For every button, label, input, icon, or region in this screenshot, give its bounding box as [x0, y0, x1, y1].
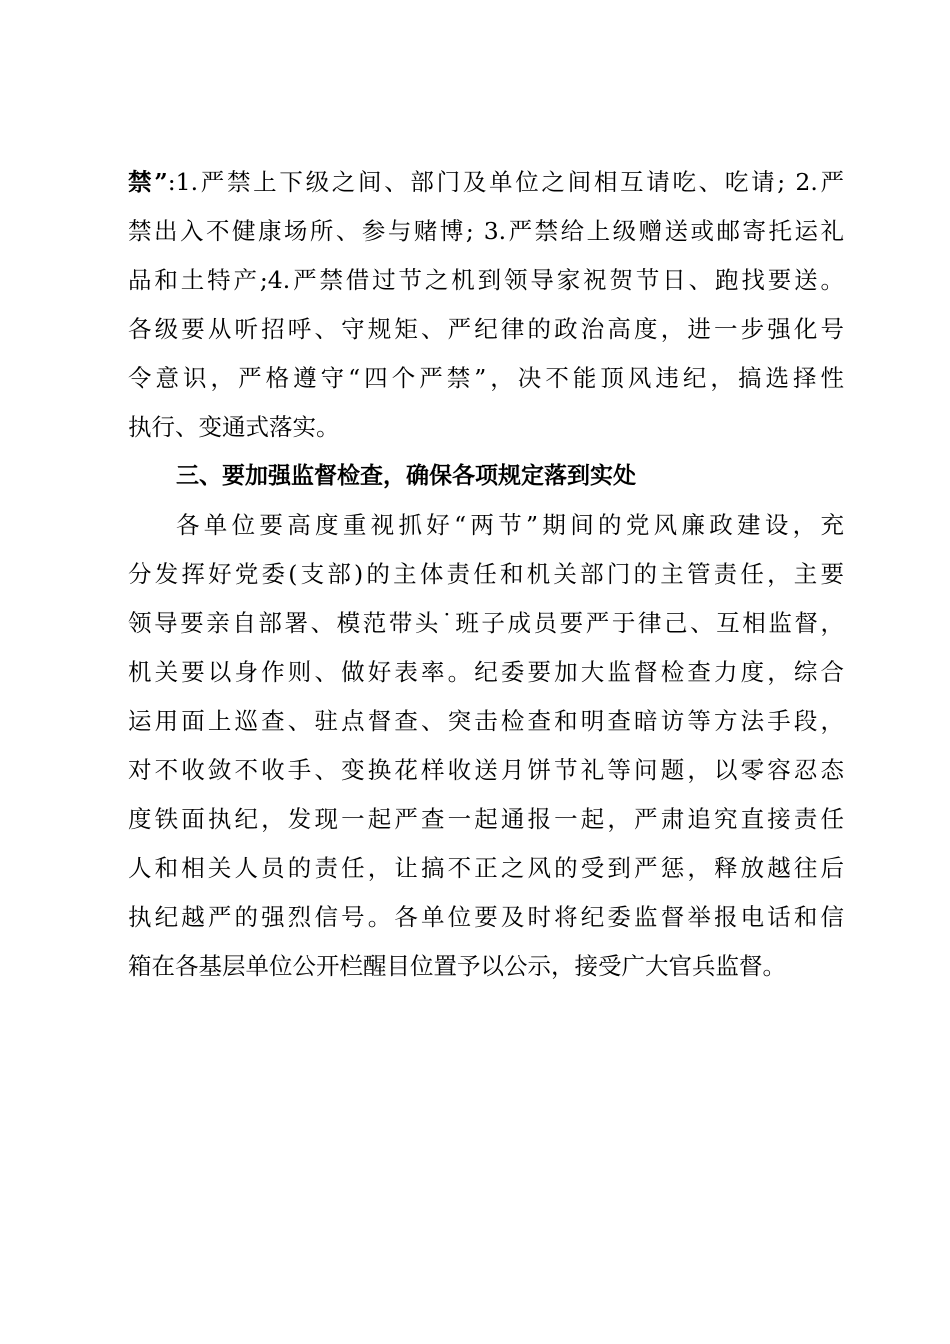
text-line: 度铁面执纪，发现一起严查一起通报一起，严肃追究直接责任: [128, 805, 844, 833]
text-line: 机关要以身作则、做好表率。纪委要加大监督检查力度，综合: [128, 658, 844, 686]
text-line: 执行、变通式落实。: [128, 413, 340, 441]
text-line: 令意识，严格遵守“四个严禁”，决不能顶风违纪，搞选择性: [128, 364, 844, 392]
text-line: 箱在各基层单位公开栏醒目位置予以公示，接受广大官兵监督。: [128, 952, 786, 980]
section-heading-text: 三、要加强监督检查，确保各项规定落到实处: [176, 463, 636, 489]
section-heading-3: [128, 452, 844, 501]
text-line: 分发挥好党委(支部)的主体责任和机关部门的主管责任，主要: [128, 560, 844, 588]
text-line: 各级要从听招呼、守规矩、严纪律的政治高度，进一步强化号: [128, 315, 844, 343]
document-body: [128, 158, 844, 991]
text-line: 各单位要高度重视抓好“两节”期间的党风廉政建设，充: [176, 511, 844, 539]
text-line: 人和相关人员的责任，让搞不正之风的受到严惩，释放越往后: [128, 854, 844, 882]
paragraph-lead-bold: 禁”: [128, 168, 168, 196]
text-line: 品和土特产;4.严禁借过节之机到领导家祝贺节日、跑找要送。: [128, 266, 844, 294]
paragraph-four-prohibitions: [128, 158, 844, 452]
text-line: 运用面上巡查、驻点督查、突击检查和明查暗访等方法手段，: [128, 707, 844, 735]
text-line: 执纪越严的强烈信号。各单位要及时将纪委监督举报电话和信: [128, 903, 844, 931]
text-line: 领导要亲自部署、模范带头˙班子成员要严于律己、互相监督，: [128, 609, 844, 637]
text-line: 对不收敛不收手、变换花样收送月饼节礼等问题，以零容忍态: [128, 756, 844, 784]
text-line-content: :1.严禁上下级之间、部门及单位之间相互请吃、吃请; 2.严: [167, 168, 844, 196]
text-line: 禁出入不健康场所、参与赌博; 3.严禁给上级赠送或邮寄托运礼: [128, 217, 844, 245]
paragraph-supervision: [128, 501, 844, 991]
text-line: [128, 158, 844, 207]
